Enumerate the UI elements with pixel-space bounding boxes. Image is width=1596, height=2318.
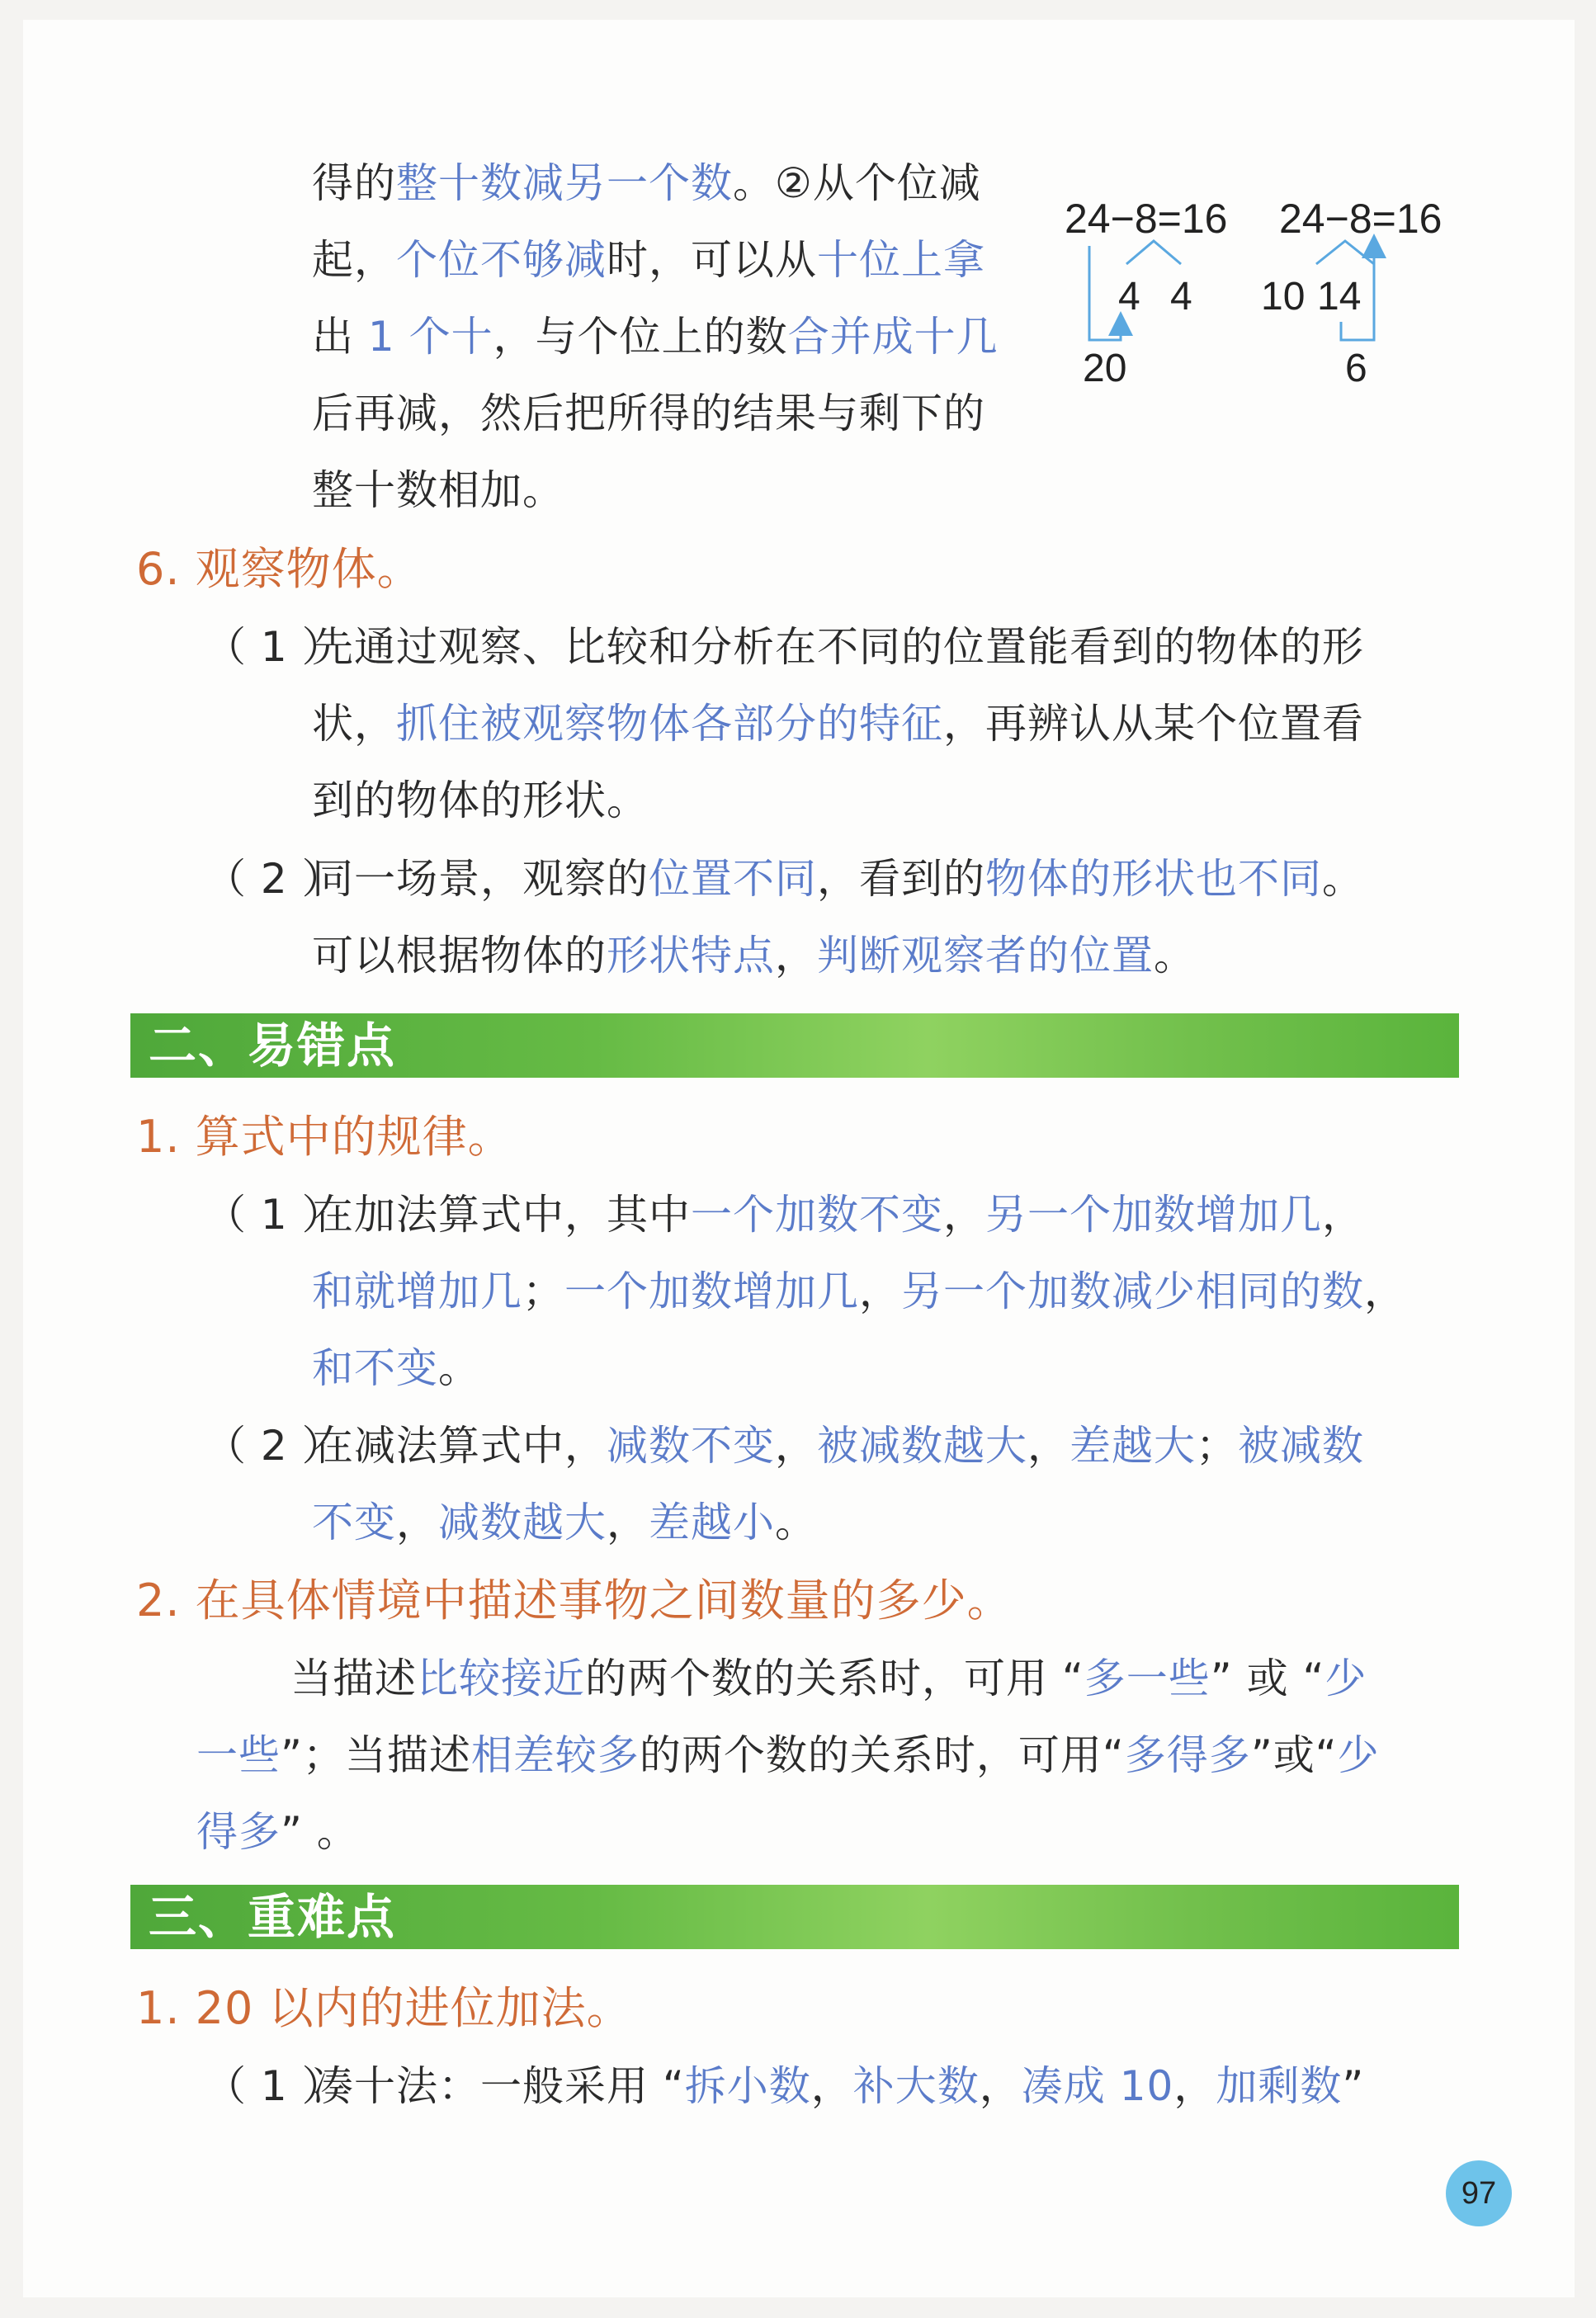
text-run: 的两个数的关系时，可用 “ — [585, 1655, 1084, 1702]
text-line: 后再减，然后把所得的结果与剩下的 — [312, 389, 985, 437]
highlight-run: 个位不够减 — [396, 236, 607, 284]
text-run: ， — [1322, 1191, 1364, 1239]
paragraph-marker: （ 1 ） — [205, 1191, 344, 1239]
highlight-run: 另一个加数增加几 — [985, 1191, 1322, 1239]
text-run: ， — [607, 1499, 649, 1546]
text-line — [312, 2060, 1364, 2113]
section-heading: 6. 观察物体。 — [136, 543, 423, 595]
text-run: ， — [396, 1499, 438, 1546]
text-run: ； — [522, 1268, 564, 1315]
text-line — [312, 1419, 1364, 1472]
text-run: 。 — [1322, 855, 1364, 903]
text-run: 当描述 — [290, 1655, 417, 1702]
highlight-run: 少 — [1324, 1655, 1367, 1702]
text-line — [196, 1806, 359, 1858]
text-line — [312, 157, 981, 210]
text-line — [312, 852, 1364, 905]
highlight-run: 相差较多 — [470, 1731, 640, 1779]
text-run: 状， — [312, 700, 396, 748]
left-equation: 24−8=16 — [1065, 196, 1228, 242]
highlight-run: 和不变 — [312, 1344, 438, 1392]
text-run: ， — [1364, 1268, 1406, 1315]
section-heading: 1. 算式中的规律。 — [136, 1111, 513, 1163]
text-run: 在加法算式中，其中 — [312, 1191, 691, 1239]
text-line: 整十数相加。 — [312, 466, 564, 514]
text-run: 出 — [312, 313, 368, 361]
text-run: ” — [1342, 2062, 1365, 2110]
text-run: ，再辨认从某个位置看 — [943, 700, 1364, 748]
right-split-branch — [1316, 241, 1374, 264]
highlight-run: 加剩数 — [1216, 2062, 1343, 2110]
text-line: 先通过观察、比较和分析在不同的位置能看到的物体的形 — [312, 623, 1364, 671]
text-line — [290, 1652, 1367, 1705]
right-result: 6 — [1345, 347, 1367, 390]
highlight-run: 一个加数不变 — [691, 1191, 943, 1239]
text-run: ， — [1027, 1422, 1070, 1470]
highlight-run: 差越小 — [649, 1499, 775, 1546]
text-run: ， — [943, 1191, 985, 1239]
right-equation: 24−8=16 — [1279, 196, 1443, 242]
highlight-run: 不变 — [312, 1499, 396, 1546]
highlight-run: 位置不同 — [649, 855, 817, 903]
text-line — [312, 1265, 1406, 1318]
highlight-run: 和就增加几 — [312, 1268, 522, 1315]
text-line — [312, 310, 999, 363]
highlight-run: 被减数越大 — [817, 1422, 1027, 1470]
left-result: 20 — [1083, 347, 1127, 390]
text-line — [312, 234, 985, 286]
text-run: ， — [1173, 2062, 1216, 2110]
text-run: ， — [775, 1422, 817, 1470]
highlight-run: 多得多 — [1124, 1731, 1251, 1779]
paragraph-marker: （ 1 ） — [205, 2062, 344, 2110]
banner-title: 三、重难点 — [149, 1889, 397, 1945]
highlight-run: 一个加数增加几 — [564, 1268, 859, 1315]
text-run: 同一场景，观察的 — [312, 855, 649, 903]
highlight-run: 多一些 — [1084, 1655, 1211, 1702]
highlight-run: 整十数减另一个数 — [396, 159, 733, 207]
text-run: 。 — [1154, 932, 1196, 980]
text-run: 得的 — [312, 159, 396, 207]
text-run: ， — [810, 2062, 853, 2110]
text-line — [312, 1496, 817, 1549]
text-run: 凑十法：一般采用 “ — [312, 2062, 685, 2110]
left-split-a: 4 — [1118, 275, 1140, 319]
highlight-run: 形状特点 — [607, 932, 775, 980]
text-run: 。②从个位减 — [733, 159, 981, 207]
text-line — [312, 1342, 480, 1395]
text-line — [312, 697, 1364, 750]
section-heading: 1. 20 以内的进位加法。 — [136, 1982, 632, 2034]
left-result-arrow — [1089, 246, 1121, 340]
highlight-run: 另一个加数减少相同的数 — [901, 1268, 1364, 1315]
highlight-run: 物体的形状也不同 — [985, 855, 1322, 903]
text-run: 。 — [775, 1499, 817, 1546]
left-split-branch — [1126, 241, 1181, 264]
text-run: ， — [859, 1268, 901, 1315]
highlight-run: 减数不变 — [607, 1422, 775, 1470]
text-run: ； — [1196, 1422, 1238, 1470]
highlight-run: 被减数 — [1238, 1422, 1364, 1470]
highlight-run: 补大数 — [852, 2062, 980, 2110]
highlight-run: 少 — [1337, 1731, 1380, 1779]
text-line — [312, 929, 1196, 982]
highlight-run: 得多 — [196, 1808, 281, 1856]
text-line — [312, 1188, 1364, 1241]
text-run: 在减法算式中， — [312, 1422, 607, 1470]
highlight-run: 十位上拿 — [817, 236, 985, 284]
section-heading: 2. 在具体情境中描述事物之间数量的多少。 — [136, 1574, 1013, 1626]
highlight-run: 判断观察者的位置 — [817, 932, 1154, 980]
highlight-run: 合并成十几 — [787, 313, 999, 361]
highlight-run: 减数越大 — [438, 1499, 607, 1546]
text-run: ”；当描述 — [281, 1731, 471, 1779]
right-split-a: 10 — [1261, 275, 1306, 319]
text-run: ” 。 — [281, 1808, 359, 1856]
text-run: ， — [979, 2062, 1022, 2110]
text-run: ，与个位上的数 — [493, 313, 788, 361]
text-run: 。 — [438, 1344, 480, 1392]
text-line: 到的物体的形状。 — [312, 777, 649, 824]
text-run: ，看到的 — [817, 855, 985, 903]
paragraph-marker: （ 2 ） — [205, 855, 344, 903]
subtraction-diagram — [1056, 182, 1485, 396]
text-run: 时，可以从 — [607, 236, 817, 284]
banner-title: 二、易错点 — [149, 1017, 397, 1074]
paragraph-marker: （ 2 ） — [205, 1422, 344, 1470]
highlight-run: 凑成 10 — [1021, 2062, 1174, 2110]
right-split-b: 14 — [1317, 275, 1362, 319]
text-line — [196, 1729, 1380, 1782]
paragraph-marker: （ 1 ） — [205, 623, 344, 671]
highlight-run: 比较接近 — [417, 1655, 585, 1702]
left-split-b: 4 — [1170, 275, 1192, 319]
highlight-run: 抓住被观察物体各部分的特征 — [396, 700, 943, 748]
text-run: ”或“ — [1250, 1731, 1338, 1779]
text-run: 起， — [312, 236, 396, 284]
highlight-run: 拆小数 — [684, 2062, 811, 2110]
text-run: ， — [775, 932, 817, 980]
text-run: 可以根据物体的 — [312, 932, 607, 980]
highlight-run: 1 个十 — [367, 313, 493, 361]
text-run: 的两个数的关系时，可用“ — [639, 1731, 1125, 1779]
text-run: ” 或 “ — [1210, 1655, 1325, 1702]
highlight-run: 差越大 — [1070, 1422, 1196, 1470]
page-number-badge: 97 — [1446, 2160, 1512, 2226]
highlight-run: 一些 — [196, 1731, 281, 1779]
